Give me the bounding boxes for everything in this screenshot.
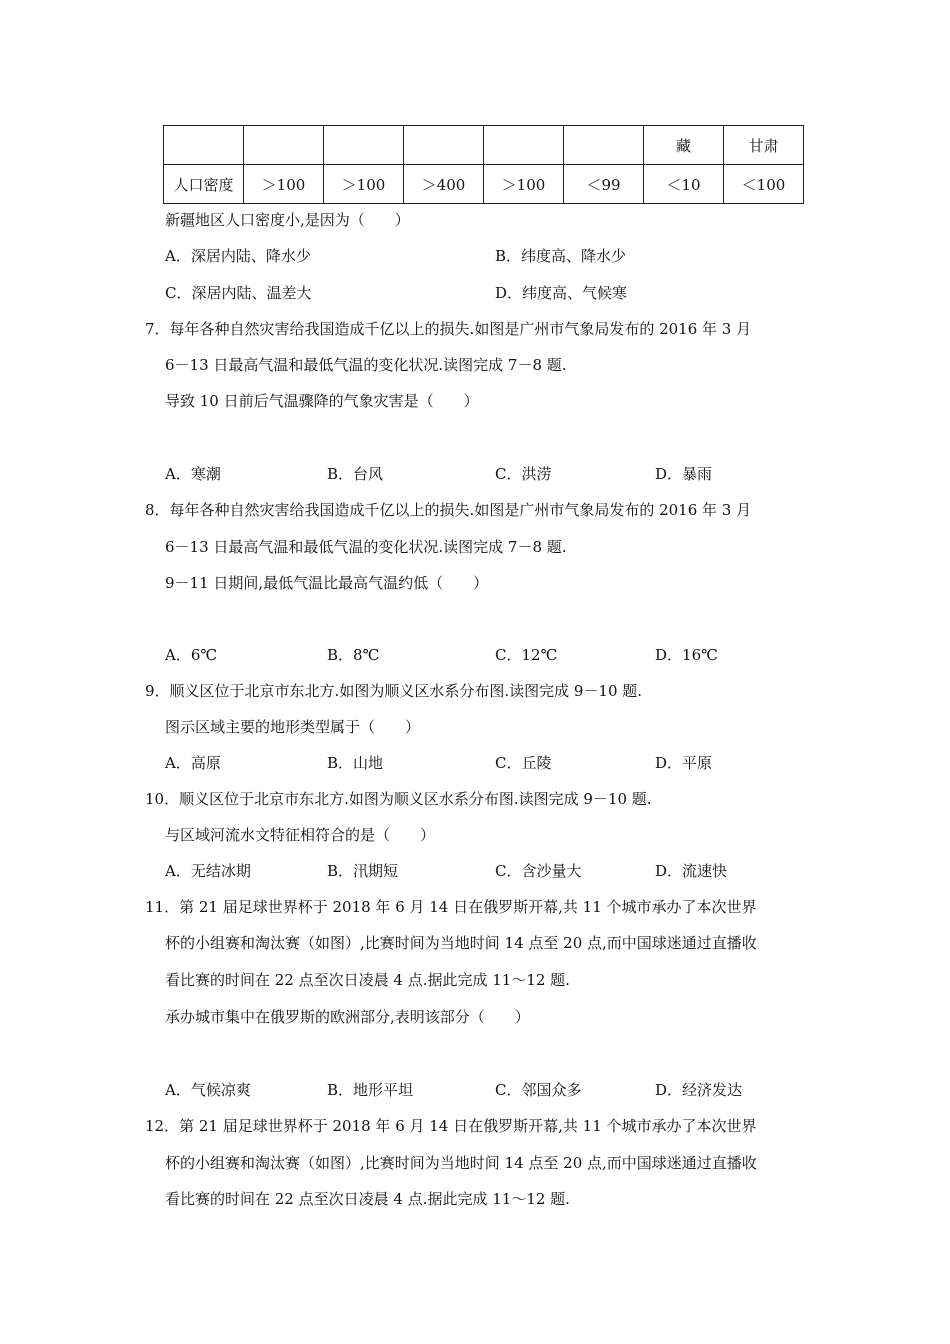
option-a[interactable]: A．无结冰期	[165, 862, 251, 880]
table-row	[164, 126, 804, 165]
question-intro-line: 12．第 21 届足球世界杯于 2018 年 6 月 14 日在俄罗斯开幕,共 11 个城市承办了本次世界	[145, 1117, 757, 1135]
option-b[interactable]: B．汛期短	[327, 862, 399, 880]
question-stem: 9－11 日期间,最低气温比最高气温约低（ ）	[165, 574, 489, 592]
table-cell	[484, 126, 564, 165]
question-intro-line: 杯的小组赛和淘汰赛（如图）,比赛时间为当地时间 14 点至 20 点,而中国球迷通过直播收	[165, 934, 757, 952]
question-stem: 承办城市集中在俄罗斯的欧洲部分,表明该部分（ ）	[165, 1008, 530, 1026]
option-d[interactable]: D．流速快	[655, 862, 728, 880]
table-cell	[404, 126, 484, 165]
option-b[interactable]: B．8℃	[327, 646, 380, 664]
option-c[interactable]: C．丘陵	[495, 754, 552, 772]
option-c[interactable]: C．深居内陆、温差大	[165, 284, 312, 302]
table-cell: ＞100	[244, 165, 324, 204]
question-intro-line: 6－13 日最高气温和最低气温的变化状况.读图完成 7－8 题.	[165, 356, 567, 374]
question-intro-line: 看比赛的时间在 22 点至次日凌晨 4 点.据此完成 11～12 题.	[165, 1190, 570, 1208]
table-cell: 藏	[644, 126, 724, 165]
option-a[interactable]: A．高原	[165, 754, 221, 772]
question-intro-line: 11．第 21 届足球世界杯于 2018 年 6 月 14 日在俄罗斯开幕,共 11 个城市承办了本次世界	[145, 898, 757, 916]
table-cell: 人口密度	[164, 165, 244, 204]
table-cell	[164, 126, 244, 165]
table-cell: ＞100	[484, 165, 564, 204]
population-density-table	[163, 125, 804, 204]
question-intro-line: 8．每年各种自然灾害给我国造成千亿以上的损失.如图是广州市气象局发布的 2016 年 3 月	[145, 501, 752, 519]
question-stem: 图示区域主要的地形类型属于（ ）	[165, 718, 421, 736]
table-cell: ＜10	[644, 165, 724, 204]
question-intro-line: 6－13 日最高气温和最低气温的变化状况.读图完成 7－8 题.	[165, 538, 567, 556]
table-cell	[324, 126, 404, 165]
question-stem: 新疆地区人口密度小,是因为（ ）	[165, 211, 410, 229]
option-a[interactable]: A．6℃	[165, 646, 218, 664]
option-b[interactable]: B．地形平坦	[327, 1081, 414, 1099]
option-a[interactable]: A．深居内陆、降水少	[165, 247, 311, 265]
question-intro-line: 看比赛的时间在 22 点至次日凌晨 4 点.据此完成 11～12 题.	[165, 971, 570, 989]
option-c[interactable]: C．12℃	[495, 646, 558, 664]
table-cell	[244, 126, 324, 165]
question-stem: 与区域河流水文特征相符合的是（ ）	[165, 826, 436, 844]
option-c[interactable]: C．含沙量大	[495, 862, 582, 880]
question-intro-line: 7．每年各种自然灾害给我国造成千亿以上的损失.如图是广州市气象局发布的 2016 年 3 月	[145, 320, 752, 338]
table-cell: ＜100	[724, 165, 804, 204]
table-cell: ＞100	[324, 165, 404, 204]
option-d[interactable]: D．16℃	[655, 646, 718, 664]
option-d[interactable]: D．暴雨	[655, 465, 713, 483]
option-a[interactable]: A．寒潮	[165, 465, 221, 483]
option-b[interactable]: B．山地	[327, 754, 384, 772]
option-b[interactable]: B．纬度高、降水少	[495, 247, 627, 265]
table-cell	[564, 126, 644, 165]
question-intro-line: 9．顺义区位于北京市东北方.如图为顺义区水系分布图.读图完成 9－10 题.	[145, 682, 643, 700]
table-cell: 甘肃	[724, 126, 804, 165]
option-c[interactable]: C．邻国众多	[495, 1081, 582, 1099]
question-intro-line: 杯的小组赛和淘汰赛（如图）,比赛时间为当地时间 14 点至 20 点,而中国球迷通过直播收	[165, 1154, 757, 1172]
question-stem: 导致 10 日前后气温骤降的气象灾害是（ ）	[165, 392, 479, 410]
table-cell: ＜99	[564, 165, 644, 204]
option-d[interactable]: D．纬度高、气候寒	[495, 284, 628, 302]
table-cell: ＞400	[404, 165, 484, 204]
table-row	[164, 165, 804, 204]
question-intro-line: 10．顺义区位于北京市东北方.如图为顺义区水系分布图.读图完成 9－10 题.	[145, 790, 652, 808]
option-d[interactable]: D．平原	[655, 754, 713, 772]
option-d[interactable]: D．经济发达	[655, 1081, 743, 1099]
option-a[interactable]: A．气候凉爽	[165, 1081, 251, 1099]
option-c[interactable]: C．洪涝	[495, 465, 552, 483]
option-b[interactable]: B．台风	[327, 465, 384, 483]
